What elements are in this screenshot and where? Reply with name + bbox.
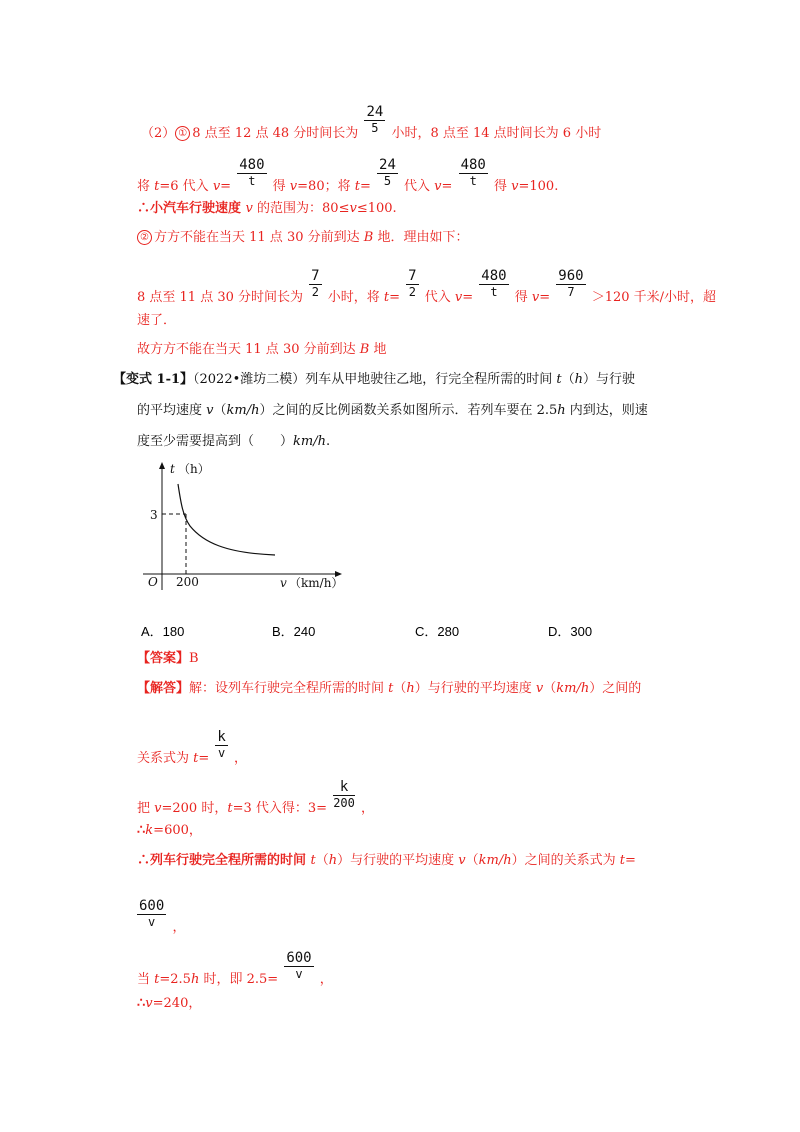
solution-line-4: ∴k=600， (137, 823, 202, 838)
x-tick-200: 200 (176, 575, 199, 589)
solution-line-8: ∴v=240， (137, 996, 202, 1011)
v-axis-unit: （km/h） (289, 576, 344, 590)
answer-value: B (189, 651, 199, 666)
fraction-24-5: $\frac{24}{5}$ (379, 157, 396, 188)
fraction-k-200: $\frac{k}{200}$ (333, 779, 355, 810)
question-line-3: 度至少需要提高到（ ）km/h. (137, 434, 331, 449)
solution-line-6: $\frac{600}{v}$ ， (139, 898, 186, 935)
solution-label: 【解答】 (137, 681, 190, 696)
fraction-480-t: $\frac{480}{t}$ (460, 157, 486, 188)
fraction-600-v: $\frac{600}{v}$ (286, 950, 312, 981)
v-axis-letter: v (280, 576, 287, 590)
sol2-line-6: 速了． (137, 313, 177, 328)
hyperbola-curve (178, 484, 275, 555)
sol2-line-4: ② 方方不能在当天 11 点 30 分前到达 B 地．理由如下： (137, 229, 468, 247)
origin-label: O (148, 575, 158, 589)
circled-2: ② (137, 230, 152, 245)
answer-line (137, 650, 199, 668)
fraction-600-v: $\frac{600}{v}$ (139, 898, 165, 929)
answer-label: 【答案】 (137, 651, 190, 666)
sol2-line-1: （2） ① 8 点至 12 点 48 分时间长为 $\frac{24}{5}$ 小时，8 点至 14 点时间长为 6 小时 (141, 104, 602, 141)
sol2-line-3: ∴小汽车行驶速度 v 的范围为：80≤v≤100. (137, 201, 397, 216)
solution-line-2: 关系式为 t= $\frac{k}{v}$ ， (137, 729, 248, 766)
solution-line-7: 当 t=2.5h 时，即 2.5= $\frac{600}{v}$ ， (137, 950, 333, 987)
question-line-1: 【变式 1-1】（2022•潍坊二模）列车从甲地驶往乙地，行完全程所需的时间 t（h）与行驶 (113, 372, 636, 387)
fraction-24-5: $\frac{24}{5}$ (366, 104, 384, 135)
fraction-7-2: $\frac{7}{2}$ (311, 268, 320, 299)
t-axis-unit: （h） (178, 462, 210, 476)
fraction-480-t: $\frac{480}{t}$ (481, 268, 507, 299)
question-line-2: 的平均速度 v（km/h）之间的反比例函数关系如图所示．若列车要在 2.5h 内到达，则速 (137, 403, 648, 418)
sol2-line-2: 将 t=6 代入 v= $\frac{480}{t}$ 得 v=80；将 t= $\frac{24}{5}$ 代入 v= $\frac{480}{t}$ 得 v=100. (137, 157, 559, 194)
y-tick-3: 3 (150, 508, 158, 522)
fraction-480-t: $\frac{480}{t}$ (239, 157, 265, 188)
sol2-line-5: 8 点至 11 点 30 分时间长为 $\frac{7}{2}$ 小时，将 t= $\frac{7}{2}$ 代入 v= $\frac{480}{t}$ 得 v= $\frac{960}{7}$ ＞120 千米/小时，超 (137, 268, 717, 305)
solution-line-5: ∴列车行驶完全程所需的时间 t（h）与行驶的平均速度 v（km/h）之间的关系式为 t= (137, 853, 636, 868)
option-d[interactable]: D．300 (548, 624, 593, 639)
t-axis-letter: t (170, 462, 175, 476)
solution-line-3: 把 v=200 时，t=3 代入得：3= $\frac{k}{200}$ ， (137, 779, 375, 816)
sol2-line-7: 故方方不能在当天 11 点 30 分前到达 B 地 (137, 342, 387, 357)
fraction-k-v: $\frac{k}{v}$ (217, 729, 226, 760)
option-c[interactable]: C．280 (415, 624, 460, 639)
solution-line-1: 【解答】解：设列车行驶完全程所需的时间 t（h）与行驶的平均速度 v（km/h）之间的 (137, 681, 642, 696)
question-tag: 【变式 1-1】 (113, 372, 194, 387)
y-axis-arrow (159, 462, 165, 469)
inverse-proportion-graph (135, 460, 365, 595)
fraction-960-7: $\frac{960}{7}$ (558, 268, 584, 299)
circled-1: ① (175, 126, 190, 141)
option-a[interactable]: A．180 (141, 624, 185, 639)
fraction-7-2: $\frac{7}{2}$ (408, 268, 417, 299)
option-b[interactable]: B．240 (272, 624, 316, 639)
